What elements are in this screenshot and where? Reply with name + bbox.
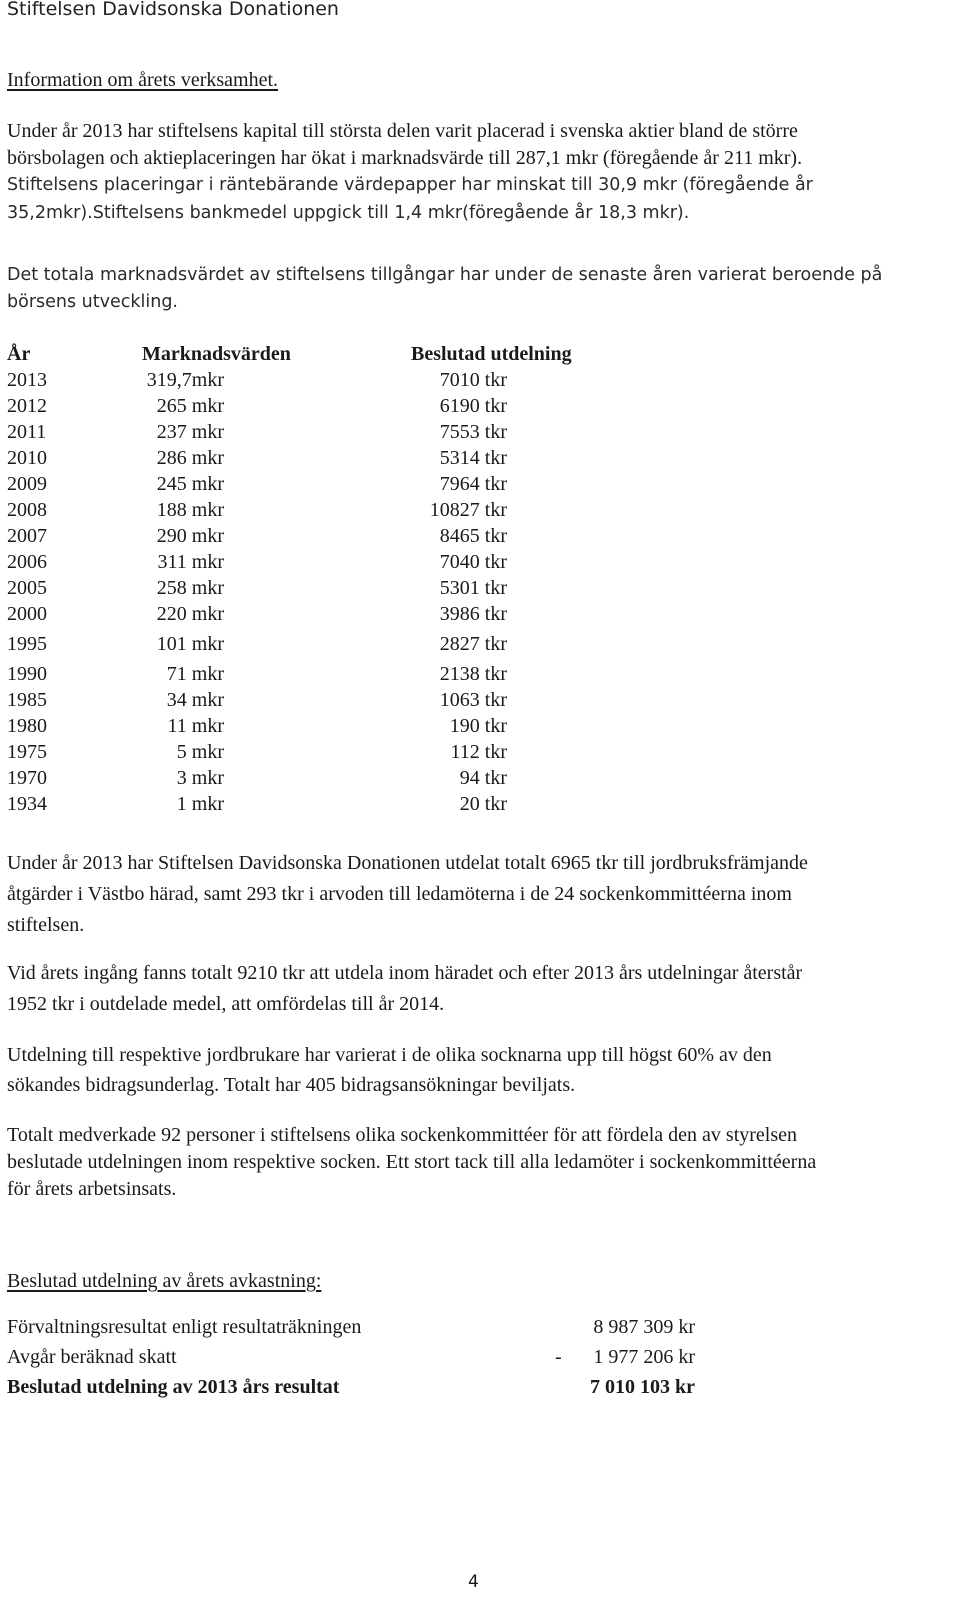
- cell-market-value: 237 mkr: [156, 421, 224, 443]
- table-row: [7, 689, 707, 715]
- section-heading-decided-distribution: Beslutad utdelning av årets avkastning:: [7, 1270, 322, 1292]
- cell-market-value: 311 mkr: [157, 551, 224, 573]
- table-row: [7, 499, 707, 525]
- paragraph-line: beslutade utdelningen inom respektive socken. Ett stort tack till alla ledamöter i sockenkommittéerna: [7, 1151, 817, 1173]
- paragraph-remaining-funds: [7, 958, 947, 1020]
- table-row: [7, 577, 707, 603]
- summary-row: [7, 1346, 727, 1374]
- cell-market-value: 286 mkr: [156, 447, 224, 469]
- cell-distribution: 6190 tkr: [439, 395, 507, 417]
- summary-row: [7, 1316, 727, 1344]
- document-header: Stiftelsen Davidsonska Donationen: [7, 0, 339, 20]
- cell-year: 1934: [7, 793, 47, 815]
- table-row: [7, 525, 707, 551]
- cell-year: 1990: [7, 663, 47, 685]
- cell-distribution: 7040 tkr: [439, 551, 507, 573]
- cell-market-value: 265 mkr: [156, 395, 224, 417]
- cell-market-value: 11 mkr: [167, 715, 224, 737]
- paragraph-line: Utdelning till respektive jordbrukare har varierat i de olika socknarna upp till högst 60% av den: [7, 1044, 772, 1066]
- cell-distribution: 5314 tkr: [439, 447, 507, 469]
- cell-distribution: 2827 tkr: [439, 633, 507, 655]
- paragraph-segment: 35,2mkr).: [7, 203, 93, 223]
- cell-distribution: 112 tkr: [450, 741, 507, 763]
- cell-year: 1980: [7, 715, 47, 737]
- paragraph-line: börsbolagen och aktieplaceringen har ökat i marknadsvärde till 287,1 mkr (föregående år 211 mkr).: [7, 147, 803, 169]
- paragraph-farmer-distribution: [7, 1040, 947, 1100]
- table-row: [7, 473, 707, 499]
- cell-market-value: 258 mkr: [156, 577, 224, 599]
- summary-sign: -: [555, 1346, 562, 1368]
- cell-distribution: 20 tkr: [459, 793, 507, 815]
- paragraph-market-value: [7, 262, 947, 316]
- paragraph-line: stiftelsen.: [7, 914, 85, 936]
- section-heading-activity: Information om årets verksamhet.: [7, 69, 279, 91]
- cell-year: 2012: [7, 395, 47, 417]
- paragraph-line: Totalt medverkade 92 personer i stiftelsens olika sockenkommittéer för att fördela den av styrelsen: [7, 1124, 798, 1146]
- cell-market-value: 220 mkr: [156, 603, 224, 625]
- paragraph-line: Vid årets ingång fanns totalt 9210 tkr att utdela inom häradet och efter 2013 års utdelningar återstår: [7, 962, 803, 984]
- cell-distribution: 7553 tkr: [439, 421, 507, 443]
- table-row: [7, 633, 707, 659]
- table-row: [7, 767, 707, 793]
- cell-distribution: 3986 tkr: [439, 603, 507, 625]
- page-number: 4: [468, 1572, 479, 1592]
- cell-distribution: 2138 tkr: [439, 663, 507, 685]
- table-row: [7, 663, 707, 689]
- cell-market-value: 101 mkr: [156, 633, 224, 655]
- cell-year: 2013: [7, 369, 47, 391]
- table-row: [7, 715, 707, 741]
- table-row: [7, 395, 707, 421]
- summary-value: 1 977 206 kr: [593, 1346, 695, 1368]
- cell-year: 2007: [7, 525, 47, 547]
- table-row: [7, 369, 707, 395]
- cell-distribution: 7010 tkr: [439, 369, 507, 391]
- paragraph-line: för årets arbetsinsats.: [7, 1178, 177, 1200]
- paragraph-committees: [7, 1122, 947, 1203]
- paragraph-line: 1952 tkr i outdelade medel, att omfördelas till år 2014.: [7, 993, 445, 1015]
- table-row: [7, 447, 707, 473]
- paragraph-line: Under år 2013 har Stiftelsen Davidsonska Donationen utdelat totalt 6965 tkr till jordbruksfrämjande: [7, 852, 808, 874]
- cell-market-value: 319,7mkr: [146, 369, 224, 391]
- cell-distribution: 190 tkr: [449, 715, 507, 737]
- paragraph-line: [7, 199, 947, 227]
- cell-market-value: 245 mkr: [156, 473, 224, 495]
- summary-row-total: [7, 1376, 727, 1404]
- table-row: [7, 793, 707, 819]
- paragraph-line: sökandes bidragsunderlag. Totalt har 405 bidragsansökningar beviljats.: [7, 1074, 576, 1096]
- column-header-distribution: Beslutad utdelning: [411, 343, 572, 365]
- paragraph-line: Under år 2013 har stiftelsens kapital till största delen varit placerad i svenska aktier bland de större: [7, 120, 798, 142]
- paragraph-distribution-2013: [7, 848, 947, 941]
- cell-year: 2010: [7, 447, 47, 469]
- table-row: [7, 741, 707, 767]
- paragraph-segment: Stiftelsens bankmedel uppgick till 1,4 mkr(föregående år 18,3 mkr).: [92, 203, 690, 223]
- summary-label: Förvaltningsresultat enligt resultaträkningen: [7, 1316, 362, 1338]
- cell-year: 2008: [7, 499, 47, 521]
- cell-distribution: 10827 tkr: [429, 499, 507, 521]
- table-row: [7, 421, 707, 447]
- cell-year: 2006: [7, 551, 47, 573]
- cell-market-value: 290 mkr: [156, 525, 224, 547]
- cell-market-value: 1 mkr: [176, 793, 224, 815]
- cell-year: 1985: [7, 689, 47, 711]
- cell-distribution: 5301 tkr: [439, 577, 507, 599]
- summary-label: Avgår beräknad skatt: [7, 1346, 177, 1368]
- paragraph-line: Det totala marknadsvärdet av stiftelsens tillgångar har under de senaste åren varierat beroende på: [7, 265, 883, 285]
- summary-value: 8 987 309 kr: [593, 1316, 695, 1338]
- column-header-market-value: Marknadsvärden: [142, 343, 291, 365]
- cell-market-value: 71 mkr: [166, 663, 224, 685]
- cell-market-value: 3 mkr: [176, 767, 224, 789]
- column-header-year: År: [7, 343, 31, 365]
- cell-year: 1995: [7, 633, 47, 655]
- paragraph-capital: [7, 118, 947, 227]
- cell-year: 2009: [7, 473, 47, 495]
- cell-year: 1975: [7, 741, 47, 763]
- cell-market-value: 5 mkr: [176, 741, 224, 763]
- paragraph-line: börsens utveckling.: [7, 292, 178, 312]
- cell-year: 2005: [7, 577, 47, 599]
- cell-distribution: 7964 tkr: [439, 473, 507, 495]
- cell-distribution: 94 tkr: [459, 767, 507, 789]
- cell-year: 2000: [7, 603, 47, 625]
- cell-year: 2011: [7, 421, 47, 443]
- summary-value: 7 010 103 kr: [590, 1376, 695, 1398]
- table-header-row: [7, 343, 707, 369]
- paragraph-line: åtgärder i Västbo härad, samt 293 tkr i arvoden till ledamöterna i de 24 sockenkommittéerna inom: [7, 883, 792, 905]
- cell-distribution: 1063 tkr: [439, 689, 507, 711]
- cell-market-value: 188 mkr: [156, 499, 224, 521]
- paragraph-line: Stiftelsens placeringar i räntebärande värdepapper har minskat till 30,9 mkr (föregående år: [7, 175, 813, 195]
- cell-year: 1970: [7, 767, 47, 789]
- table-row: [7, 551, 707, 577]
- table-row: [7, 603, 707, 629]
- cell-distribution: 8465 tkr: [439, 525, 507, 547]
- summary-label: Beslutad utdelning av 2013 års resultat: [7, 1376, 340, 1398]
- cell-market-value: 34 mkr: [166, 689, 224, 711]
